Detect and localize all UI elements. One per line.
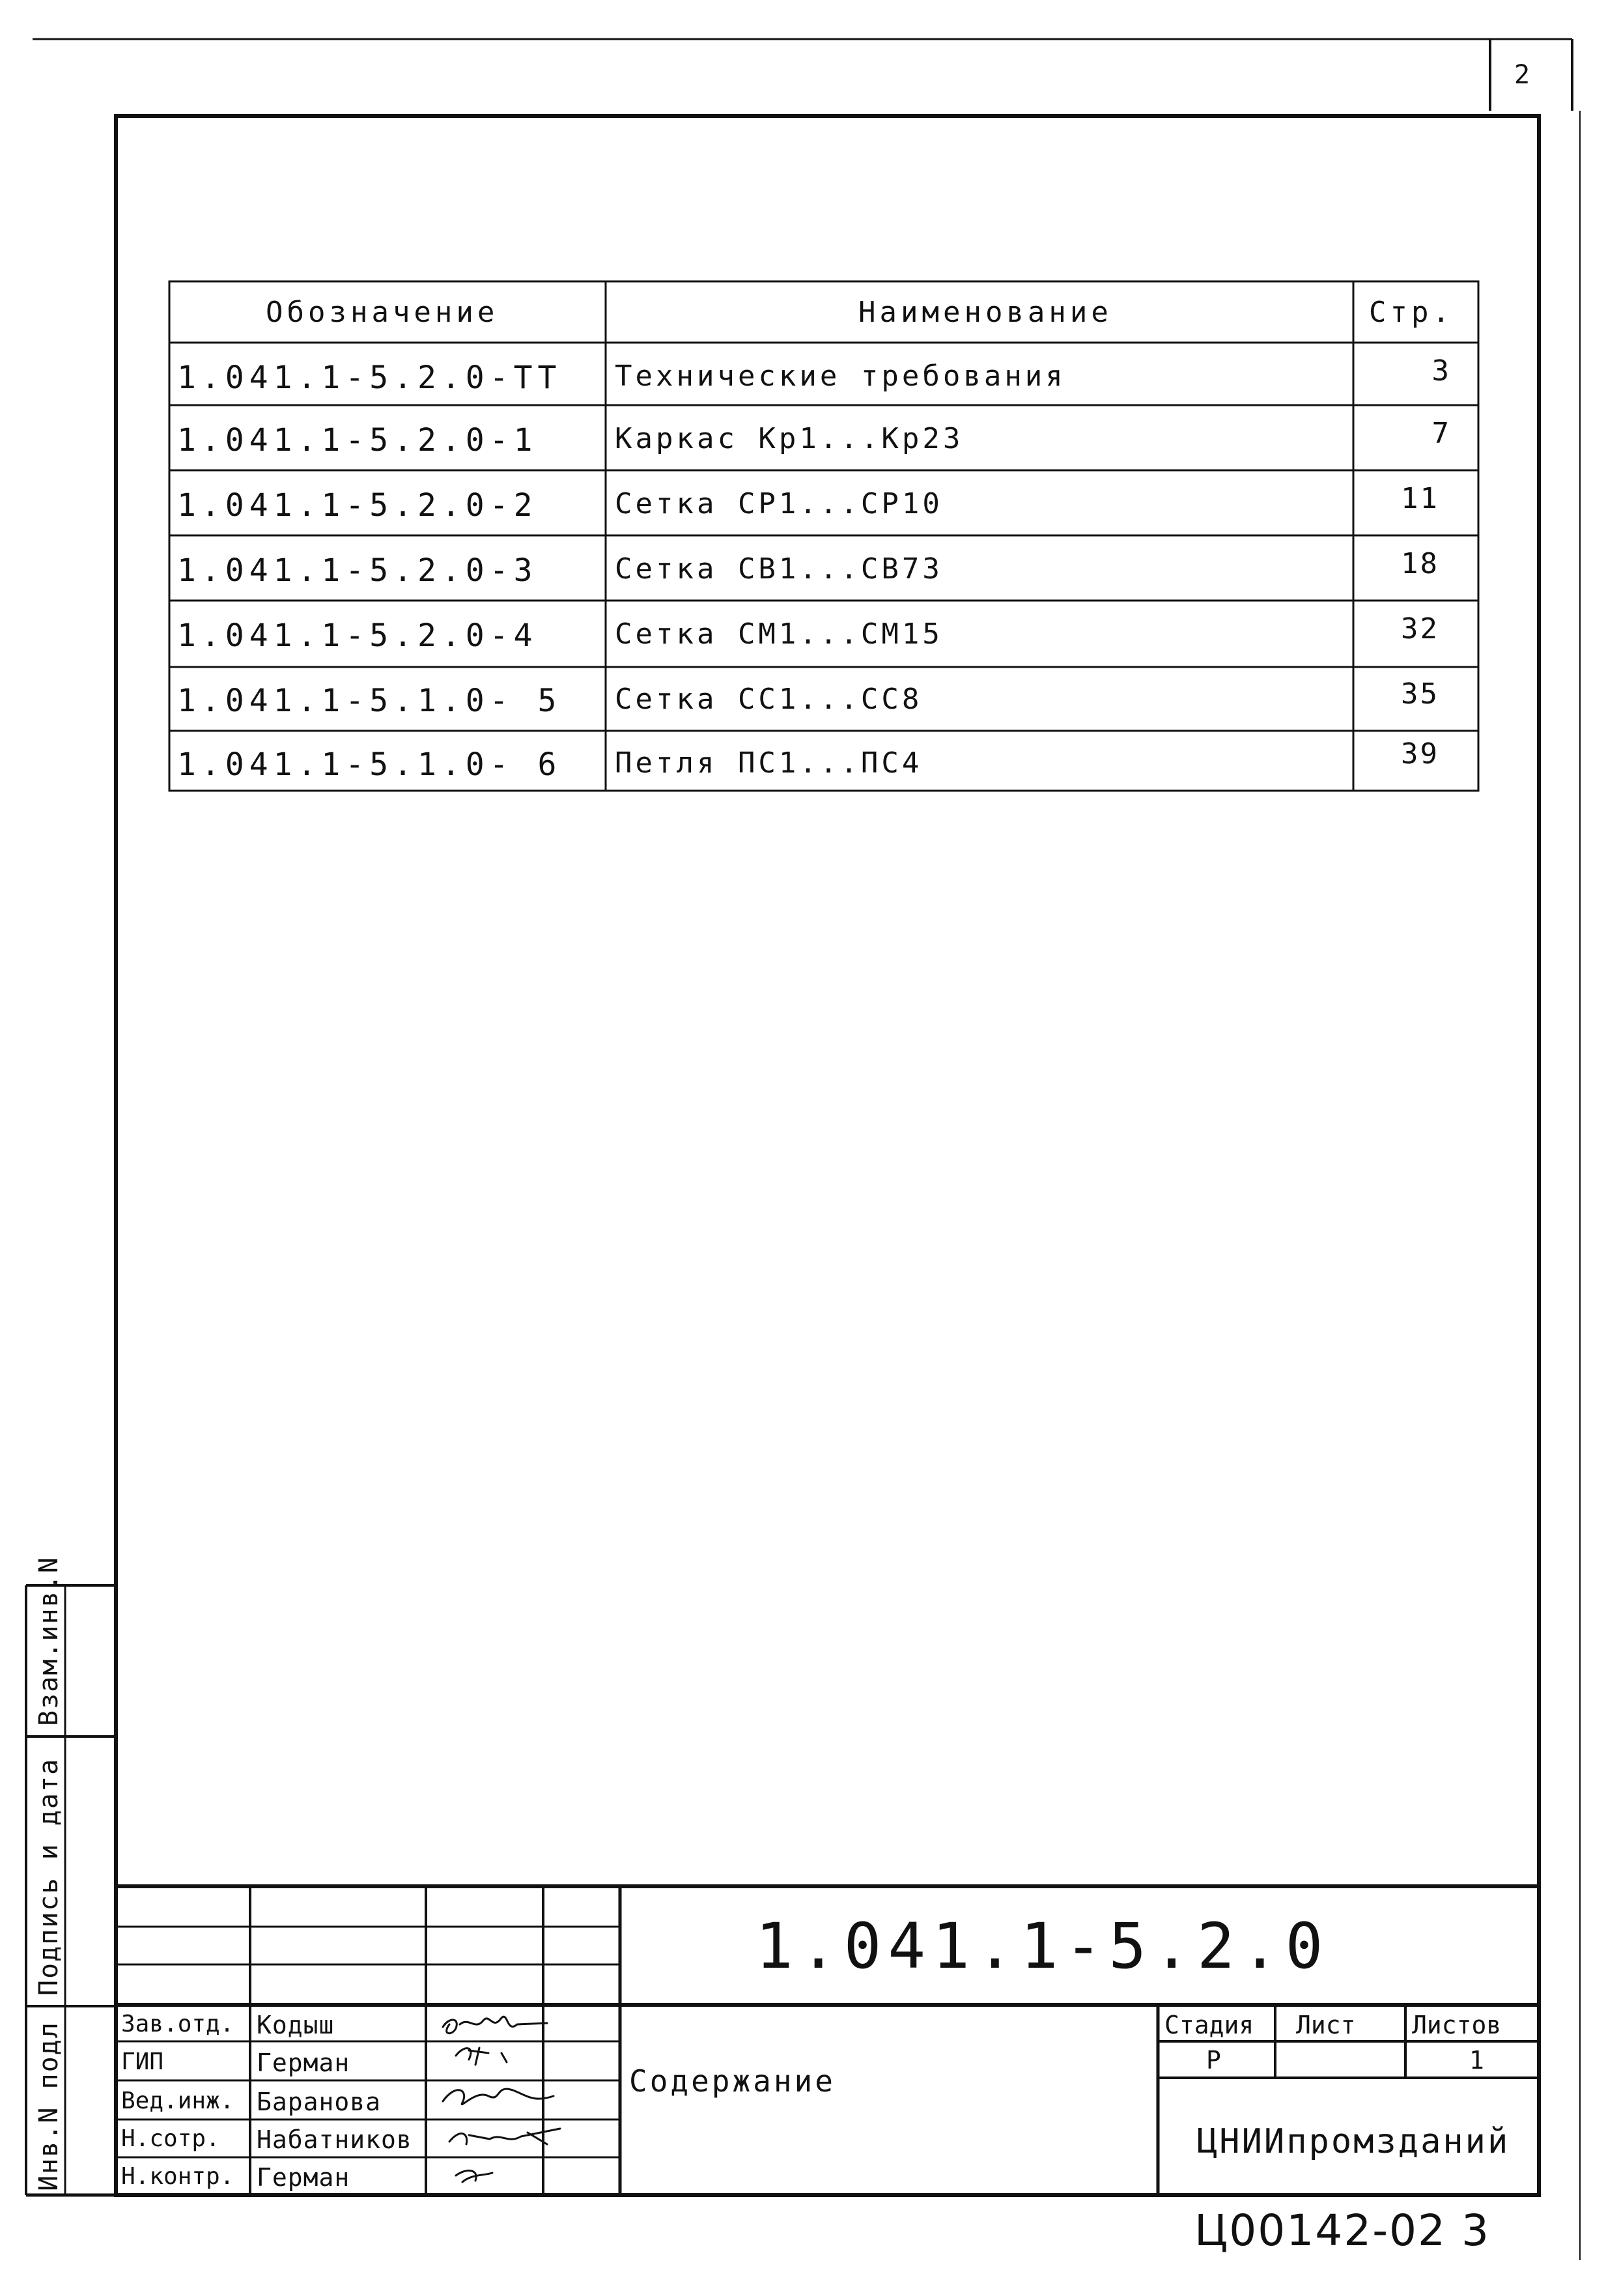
person-role: Вед.инж. [121, 2088, 234, 2114]
row-page: 39 [1401, 737, 1439, 771]
row-name: Сетка СС1...СС8 [615, 683, 923, 716]
row-designation: 1.041.1-5.2.0-2 [177, 487, 538, 524]
sheet-number: 2 [1514, 60, 1532, 90]
person-name: Герман [257, 2163, 350, 2192]
sheets-label: Листов [1412, 2011, 1502, 2039]
row-designation: 1.041.1-5.1.0- 5 [177, 683, 562, 719]
row-name: Сетка СР1...СР10 [615, 487, 943, 520]
side-signature-date: Подпись и дата [34, 1757, 64, 1996]
person-name: Набатников [257, 2125, 412, 2154]
organization: ЦНИИпромзданий [1197, 2122, 1510, 2161]
header-name: Наименование [858, 296, 1112, 329]
stage-value: Р [1206, 2046, 1223, 2075]
sheet-label: Лист [1296, 2011, 1356, 2039]
row-designation: 1.041.1-5.1.0- 6 [177, 746, 562, 783]
sheets-value: 1 [1469, 2046, 1486, 2075]
document-title: Содержание [629, 2063, 836, 2099]
person-role: ГИП [121, 2048, 164, 2075]
person-name: Герман [257, 2048, 350, 2077]
header-page: Стр. [1369, 296, 1454, 329]
row-page: 18 [1401, 547, 1439, 580]
row-page: 3 [1431, 354, 1451, 388]
row-name: Сетка СМ1...СМ15 [615, 617, 943, 651]
row-designation: 1.041.1-5.2.0-4 [177, 617, 538, 654]
row-designation: 1.041.1-5.2.0-1 [177, 422, 538, 459]
row-page: 32 [1401, 612, 1439, 645]
person-role: Зав.отд. [121, 2011, 234, 2037]
person-role: Н.сотр. [121, 2125, 220, 2152]
row-page: 11 [1401, 482, 1439, 515]
person-name: Баранова [257, 2088, 382, 2116]
side-replacement-inv: Взам.инв.N [34, 1556, 64, 1726]
side-original-inv: Инв.N подл [34, 2021, 64, 2191]
row-name: Технические требования [615, 360, 1066, 393]
person-role: Н.контр. [121, 2163, 234, 2190]
row-designation: 1.041.1-5.2.0-3 [177, 552, 538, 589]
row-name: Сетка СВ1...СВ73 [615, 552, 943, 586]
header-designation: Обозначение [266, 296, 499, 329]
archive-number: Ц00142-02 3 [1194, 2205, 1490, 2256]
row-page: 7 [1431, 417, 1451, 450]
stage-label: Стадия [1164, 2011, 1254, 2039]
signatures-image [430, 2005, 573, 2195]
person-name: Кодыш [257, 2011, 335, 2039]
row-name: Каркас Кр1...Кр23 [615, 422, 964, 455]
row-name: Петля ПС1...ПС4 [615, 746, 923, 780]
row-designation: 1.041.1-5.2.0-ТТ [177, 360, 562, 396]
row-page: 35 [1401, 677, 1439, 711]
document-code: 1.041.1-5.2.0 [755, 1910, 1330, 1983]
